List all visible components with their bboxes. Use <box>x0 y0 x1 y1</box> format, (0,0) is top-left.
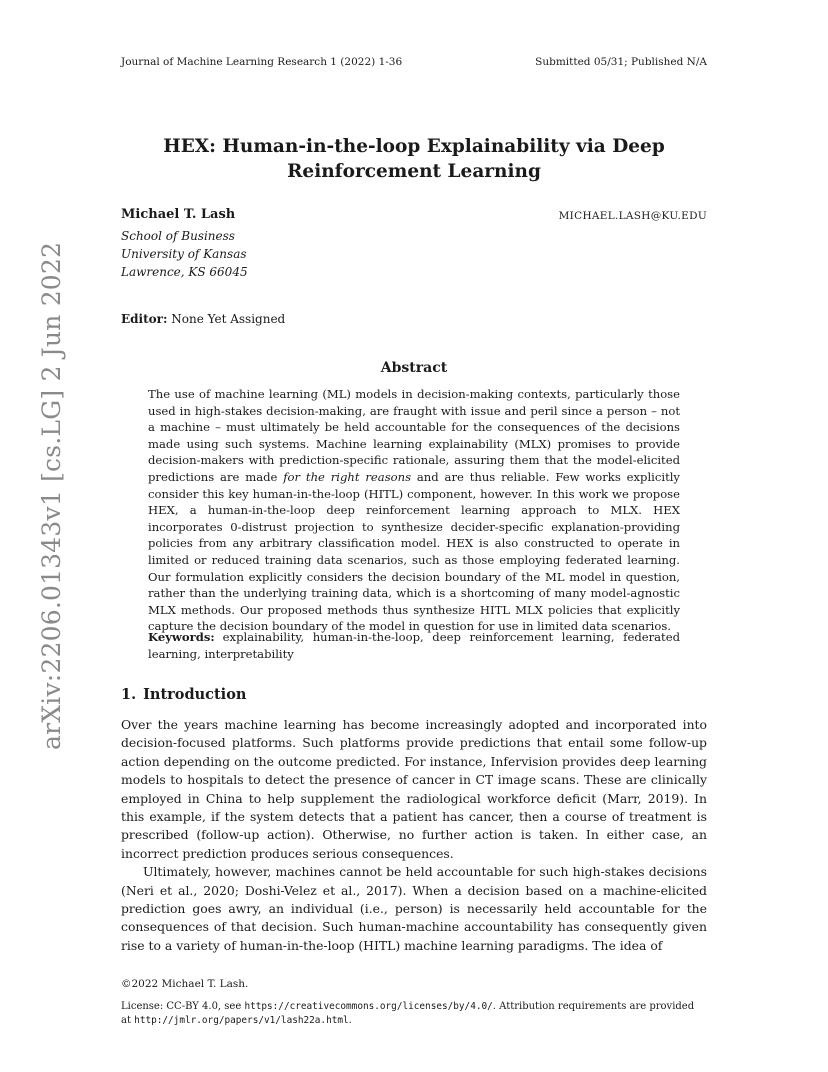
abstract-heading: Abstract <box>380 360 448 376</box>
section-title: Introduction <box>143 686 247 703</box>
license-text: . <box>348 1015 352 1026</box>
paragraph: Over the years machine learning has become increasingly adopted and incorporated into decision-focused platforms. Such platforms provide predictions that entail some follow-up action depending on the outcome predicted. For instance, Infervision provides deep learning models to hospitals to detect the presence of cancer in CT image scans. These are clinically employed in China to help supplement the radiological workforce deficit (Marr, 2019). In this example, if the system detects that a patient has cancer, then a course of treatment is prescribed (follow-up action). Otherwise, no further action is taken. In either case, an incorrect prediction produces serious consequences. <box>121 717 707 861</box>
editor-line <box>121 312 285 326</box>
keywords-value: explainability, human-in-the-loop, deep reinforcement learning, federated learning, interpretability <box>148 630 680 661</box>
keywords-label: Keywords: <box>148 630 215 644</box>
introduction-body <box>121 716 707 955</box>
affiliation-line: Lawrence, KS 66045 <box>121 265 248 279</box>
abstract-text: The use of machine learning (ML) models in decision-making contexts, particularly those used in high-stakes decision-making, are fraught with issue and peril since a person – not a machine – must ultimately be held accountable for the consequences of the decisions made using such systems. Machine learning explainability (MLX) promises to provide decision-makers with prediction-specific rationale, assuring them that the model-elicited predictions are made <box>148 387 680 484</box>
affiliation-line: University of Kansas <box>121 247 247 261</box>
affiliation-line: School of Business <box>121 229 235 243</box>
paper-title: HEX: Human-in-the-loop Explainability via Deep Reinforcement Learning <box>163 136 665 182</box>
editor-value: None Yet Assigned <box>171 312 286 326</box>
abstract-body <box>148 386 680 635</box>
keywords <box>148 629 680 662</box>
copyright-notice: ©2022 Michael T. Lash. <box>121 978 249 990</box>
paragraph: Ultimately, however, machines cannot be held accountable for such high-stakes decisions (Neri et al., 2020; Doshi-Velez et al., 2017). When a decision based on a machine-elicited prediction goes awry, an individual (i.e., person) is necessarily held accountable for the consequences of that decision. Such human-machine accountability has consequently given rise to a variety of human-in-the-loop (HITL) machine learning paradigms. The idea of <box>121 864 707 953</box>
arxiv-identifier[interactable]: arXiv:2206.01343v1 [cs.LG] 2 Jun 2022 <box>37 241 66 750</box>
license-text: . Attribution requirements are provided at <box>121 1001 695 1026</box>
submission-info: Submitted 05/31; Published N/A <box>535 56 707 68</box>
license-notice <box>121 1000 707 1028</box>
section-number: 1. <box>121 686 137 703</box>
section-heading <box>121 686 246 703</box>
author-name: Michael T. Lash <box>121 207 236 222</box>
author-affiliation <box>121 227 248 281</box>
license-link[interactable]: https://creativecommons.org/licenses/by/4.0/ <box>244 1001 493 1012</box>
abstract-text: and are thus reliable. Few works explicitly consider this key human-in-the-loop (HITL) component, however. In this work we propose HEX, a human-in-the-loop deep reinforcement learning approach to MLX. HEX incorporates 0-distrust projection to synthesize decider-specific explanation-providing policies from any arbitrary classification model. HEX is also constructed to operate in limited or reduced training data scenarios, such as those employing federated learning. Our formulation explicitly considers the decision boundary of the ML model in question, rather than the underlying training data, which is a shortcoming of many model-agnostic MLX methods. Our proposed methods thus synthesize HITL MLX policies that explicitly capture the decision boundary of the model in question for use in limited data scenarios. <box>148 469 680 634</box>
journal-header: Journal of Machine Learning Research 1 (2022) 1-36 <box>121 56 403 68</box>
abstract-emphasis: for the right reasons <box>283 469 412 484</box>
attribution-link[interactable]: http://jmlr.org/papers/v1/lash22a.html <box>134 1015 349 1026</box>
license-text: License: CC-BY 4.0, see <box>121 1001 245 1012</box>
editor-label: Editor: <box>121 312 168 326</box>
author-email[interactable]: MICHAEL.LASH@KU.EDU <box>558 210 707 222</box>
